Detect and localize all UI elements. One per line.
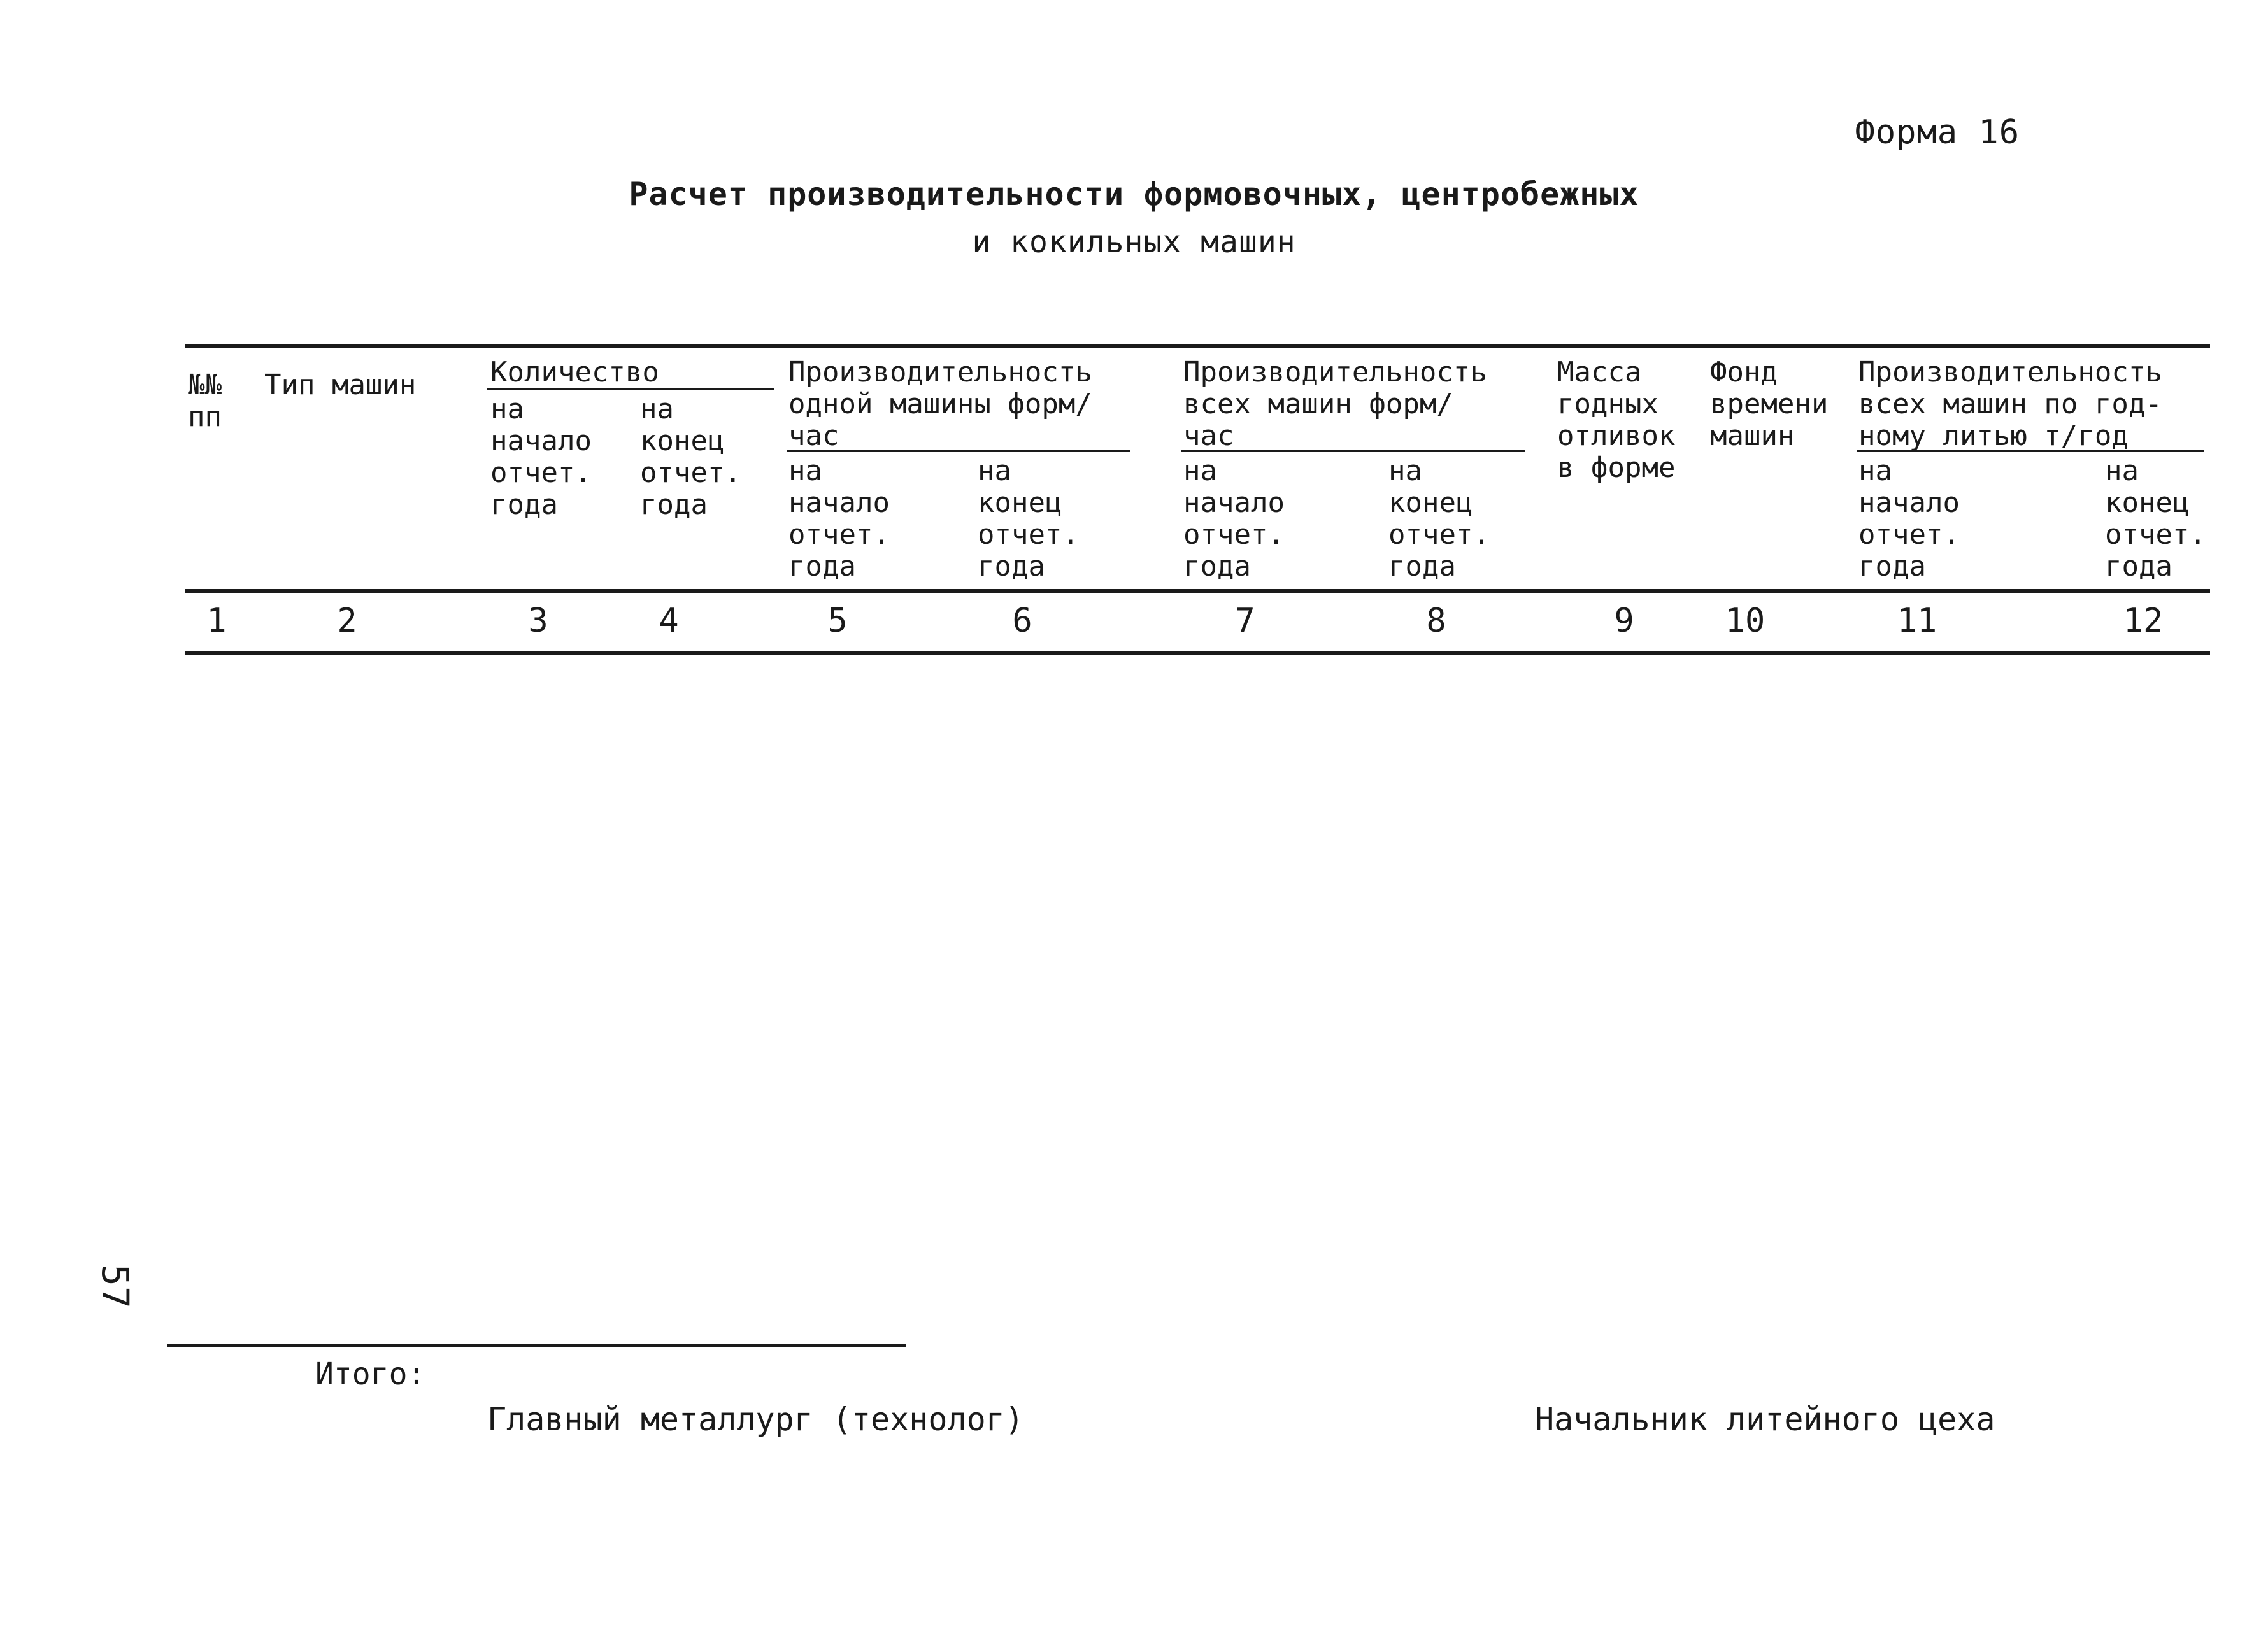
header-col-9: Масса годных отливок в форме bbox=[1557, 356, 1676, 484]
page-number: 57 bbox=[94, 1264, 137, 1309]
column-number: 1 bbox=[206, 602, 227, 640]
column-number: 4 bbox=[659, 602, 679, 640]
document-subtitle: и кокильных машин bbox=[972, 224, 1296, 260]
header-col-3: на начало отчет. года bbox=[490, 393, 592, 521]
document-title: Расчет производительности формовочных, центробежных bbox=[629, 176, 1639, 213]
header-col-7: на начало отчет. года bbox=[1183, 455, 1285, 583]
total-label: Итого: bbox=[315, 1356, 426, 1392]
header-perf-all-group: Производительность всех машин форм/ час bbox=[1183, 356, 1487, 452]
header-col-4: на конец отчет. года bbox=[640, 393, 741, 521]
column-number: 12 bbox=[2123, 602, 2164, 640]
column-number: 6 bbox=[1012, 602, 1032, 640]
qty-group-rule bbox=[487, 388, 774, 390]
header-perf-year-group: Производительность всех машин по год- ному литью т/год bbox=[1858, 356, 2162, 452]
table-header-bottom-rule bbox=[185, 589, 2210, 593]
column-number: 7 bbox=[1235, 602, 1255, 640]
column-number: 2 bbox=[337, 602, 357, 640]
header-col-12: на конец отчет. года bbox=[2105, 455, 2206, 583]
header-col-6: на конец отчет. года bbox=[978, 455, 1079, 583]
column-number: 3 bbox=[528, 602, 548, 640]
column-number: 9 bbox=[1614, 602, 1634, 640]
column-number: 11 bbox=[1897, 602, 1937, 640]
form-label: Форма 16 bbox=[1855, 113, 2020, 152]
header-row-number: №№ пп bbox=[188, 369, 222, 433]
header-machine-type: Тип машин bbox=[264, 369, 417, 401]
header-col-10: Фонд времени машин bbox=[1710, 356, 1829, 452]
column-number: 10 bbox=[1725, 602, 1765, 640]
header-col-8: на конец отчет. года bbox=[1388, 455, 1490, 583]
header-col-5: на начало отчет. года bbox=[788, 455, 890, 583]
header-perf-one-group: Производительность одной машины форм/ час bbox=[788, 356, 1092, 452]
table-bottom-rule bbox=[185, 651, 2210, 655]
signature-right: Начальник литейного цеха bbox=[1535, 1401, 1995, 1438]
header-col-11: на начало отчет. года bbox=[1858, 455, 1960, 583]
signature-left: Главный металлург (технолог) bbox=[487, 1401, 1024, 1438]
table-top-rule bbox=[185, 344, 2210, 348]
total-rule bbox=[167, 1344, 906, 1347]
header-quantity-group: Количество bbox=[490, 356, 659, 388]
column-number: 8 bbox=[1426, 602, 1446, 640]
column-number: 5 bbox=[827, 602, 848, 640]
